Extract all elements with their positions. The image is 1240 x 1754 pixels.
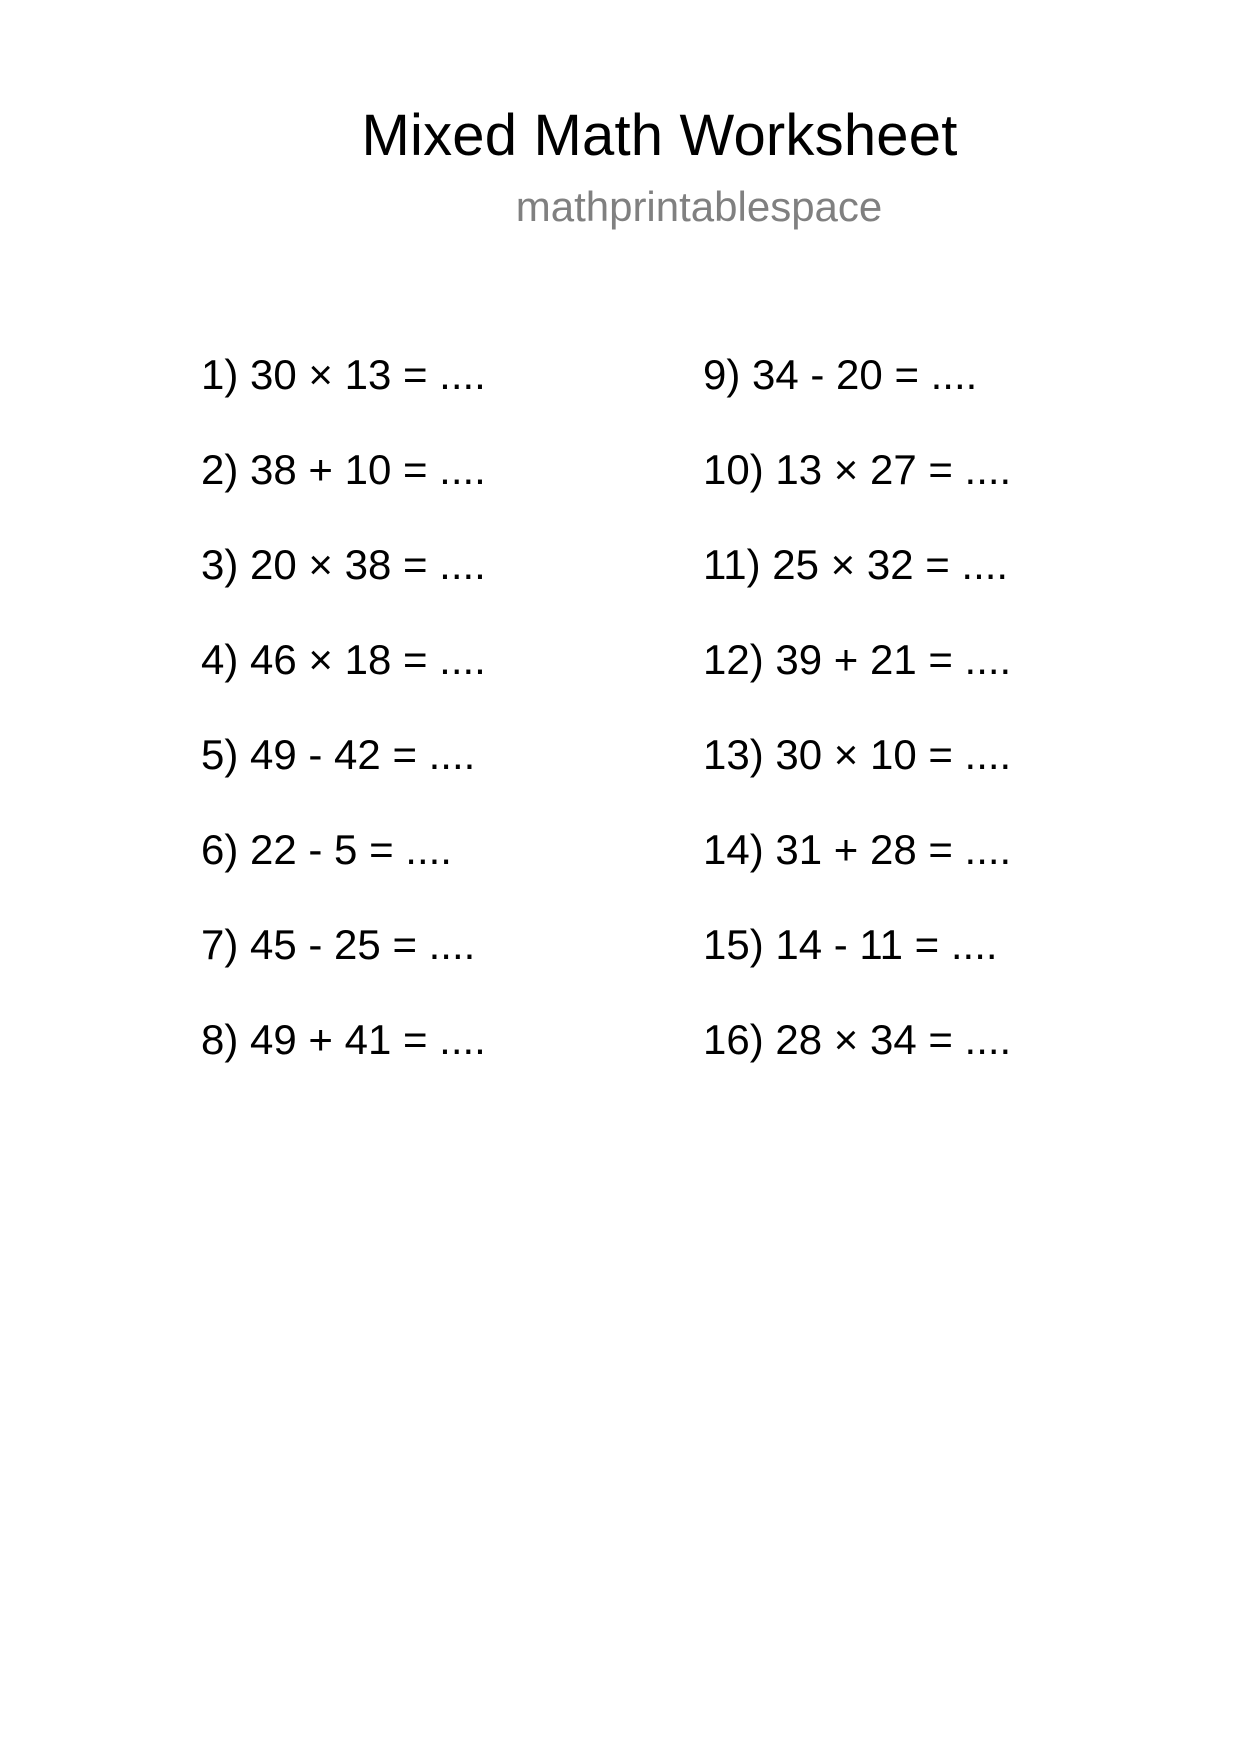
problem-1: 1) 30 × 13 = ....: [201, 351, 486, 398]
problem-4: 4) 46 × 18 = ....: [201, 636, 486, 683]
problem-3: 3) 20 × 38 = ....: [201, 541, 486, 588]
problem-10: 10) 13 × 27 = ....: [703, 446, 1012, 493]
problem-12: 12) 39 + 21 = ....: [703, 636, 1012, 683]
worksheet-title: Mixed Math Worksheet: [361, 103, 958, 168]
problem-15: 15) 14 - 11 = ....: [703, 921, 998, 968]
problem-13: 13) 30 × 10 = ....: [703, 731, 1012, 778]
problem-11: 11) 25 × 32 = ....: [703, 541, 1009, 588]
problem-16: 16) 28 × 34 = ....: [703, 1016, 1012, 1063]
worksheet-subtitle: mathprintablespace: [515, 183, 883, 230]
problem-6: 6) 22 - 5 = ....: [201, 826, 452, 873]
problem-2: 2) 38 + 10 = ....: [201, 446, 486, 493]
problem-5: 5) 49 - 42 = ....: [201, 731, 476, 778]
problem-9: 9) 34 - 20 = ....: [703, 351, 978, 398]
problem-8: 8) 49 + 41 = ....: [201, 1016, 486, 1063]
problem-7: 7) 45 - 25 = ....: [201, 921, 476, 968]
problem-14: 14) 31 + 28 = ....: [703, 826, 1012, 873]
